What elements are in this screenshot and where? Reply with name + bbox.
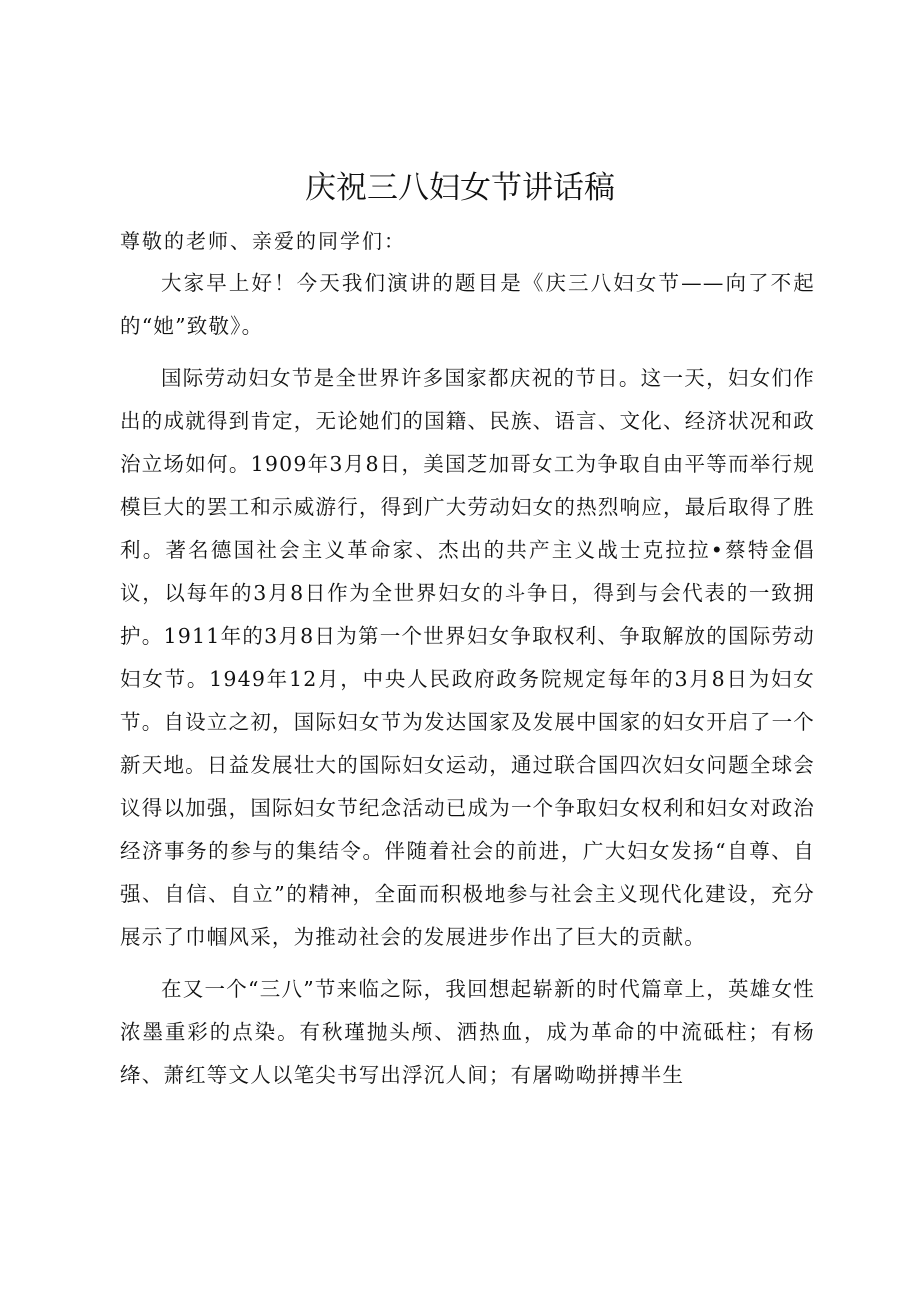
- document-body: [120, 262, 815, 1106]
- salutation: 尊敬的老师、亲爱的同学们：: [120, 229, 406, 253]
- paragraph-history: 国际劳动妇女节是全世界许多国家都庆祝的节日。这一天，妇女们作出的成就得到肯定，无论她们的国籍、民族、语言、文化、经济状况和政治立场如何。1909年3月8日，美国芝加哥女工为争取自由平等而举行规模巨大的罢工和示威游行，得到广大劳动妇女的热烈响应，最后取得了胜利。著名德国社会主义革命家、杰出的共产主义战士克拉拉•蔡特金倡议，以每年的3月8日作为全世界妇女的斗争日，得到与会代表的一致拥护。1911年的3月8日为第一个世界妇女争取权利、争取解放的国际劳动妇女节。1949年12月，中央人民政府政务院规定每年的3月8日为妇女节。自设立之初，国际妇女节为发达国家及发展中国家的妇女开启了一个新天地。日益发展壮大的国际妇女运动，通过联合国四次妇女问题全球会议得以加强，国际妇女节纪念活动已成为一个争取妇女权利和妇女对政治经济事务的参与的集结令。伴随着社会的前进，广大妇女发扬“自尊、自强、自信、自立”的精神，全面而积极地参与社会主义现代化建设，充分展示了巾帼风采，为推动社会的发展进步作出了巨大的贡献。: [120, 366, 815, 949]
- document-title: 庆祝三八妇女节讲话稿: [305, 170, 615, 206]
- paragraph-reflection: 在又一个“三八”节来临之际，我回想起崭新的时代篇章上，英雄女性浓墨重彩的点染。有秋瑾抛头颅、洒热血，成为革命的中流砥柱；有杨绛、萧红等文人以笔尖书写出浮沉人间；有屠呦呦拼搏半生: [120, 977, 815, 1087]
- paragraph-greeting: 大家早上好！今天我们演讲的题目是《庆三八妇女节——向了不起的“她”致敬》。: [120, 271, 815, 338]
